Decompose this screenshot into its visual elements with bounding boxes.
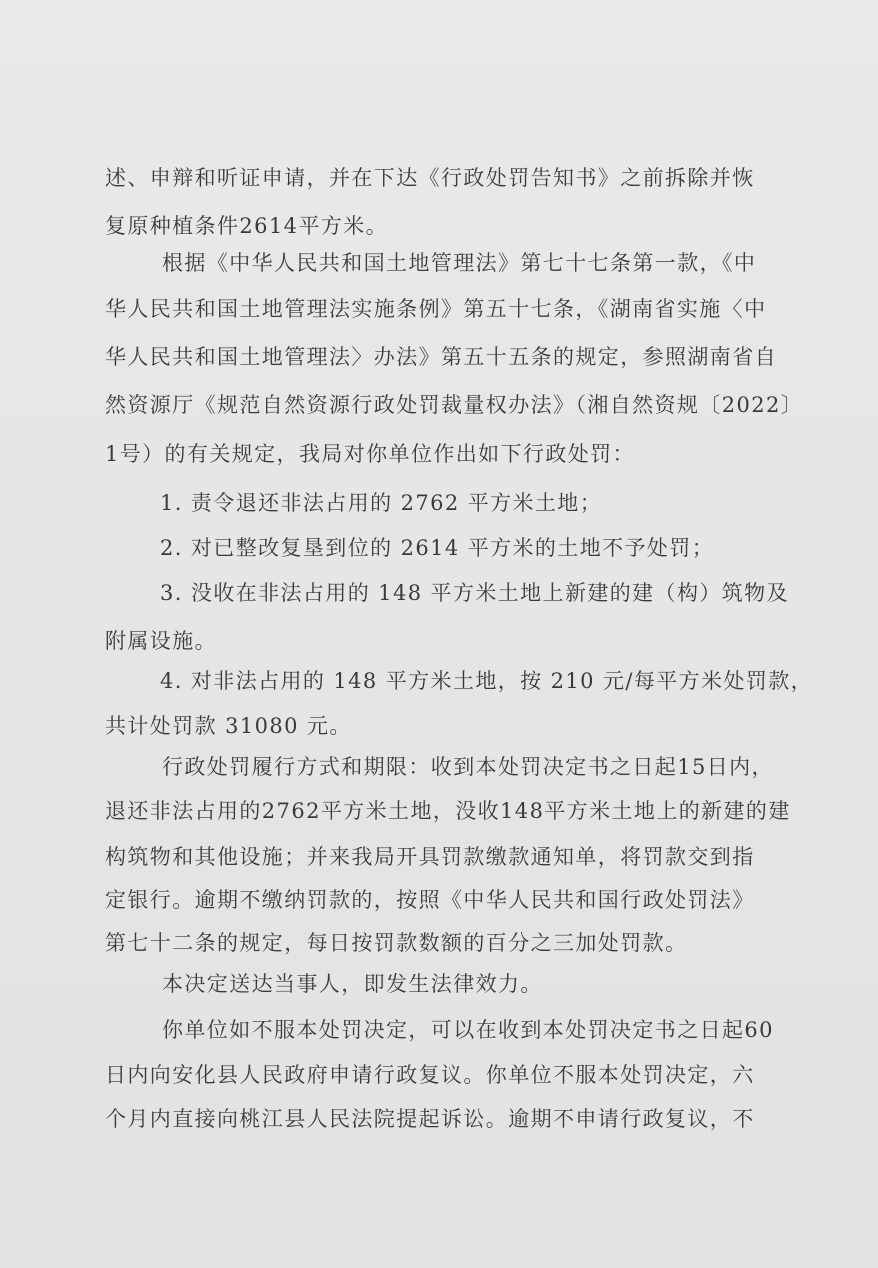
text-line: 1号）的有关规定，我局对你单位作出如下行政处罚： bbox=[105, 442, 635, 466]
text-line: 定银行。逾期不缴纳罚款的，按照《中华人民共和国行政处罚法》 bbox=[105, 888, 755, 912]
text-line: 附属设施。 bbox=[105, 629, 217, 653]
paragraph-start: 本决定送达当事人，即发生法律效力。 bbox=[162, 972, 543, 996]
text-line: 个月内直接向桃江县人民法院提起诉讼。逾期不申请行政复议，不 bbox=[105, 1107, 755, 1131]
text-line: 构筑物和其他设施；并来我局开具罚款缴款通知单，将罚款交到指 bbox=[105, 845, 755, 869]
text-line: 述、申辩和听证申请，并在下达《行政处罚告知书》之前拆除并恢 bbox=[105, 166, 755, 190]
text-line: 共计处罚款 31080 元。 bbox=[105, 714, 352, 738]
paragraph-start: 行政处罚履行方式和期限：收到本处罚决定书之日起15日内， bbox=[162, 755, 774, 779]
paragraph-start: 你单位如不服本处罚决定，可以在收到本处罚决定书之日起60 bbox=[162, 1018, 774, 1042]
paragraph-start: 根据《中华人民共和国土地管理法》第七十七条第一款，《中 bbox=[162, 251, 757, 275]
text-line: 然资源厅《规范自然资源行政处罚裁量权办法》（湘自然资规〔2022〕 bbox=[105, 393, 804, 417]
text-line: 日内向安化县人民政府申请行政复议。你单位不服本处罚决定，六 bbox=[105, 1063, 755, 1087]
text-line: 华人民共和国土地管理法〉办法》第五十五条的规定，参照湖南省自 bbox=[105, 345, 777, 369]
text-line: 华人民共和国土地管理法实施条例》第五十七条，《湖南省实施〈中 bbox=[105, 297, 767, 321]
text-line: 退还非法占用的2762平方米土地，没收148平方米土地上的新建的建 bbox=[105, 799, 791, 823]
text-line: 复原种植条件2614平方米。 bbox=[105, 214, 389, 238]
list-item: 4. 对非法占用的 148 平方米土地，按 210 元/每平方米处罚款， bbox=[160, 669, 814, 693]
text-line: 第七十二条的规定，每日按罚款数额的百分之三加处罚款。 bbox=[105, 931, 688, 955]
list-item: 1. 责令退还非法占用的 2762 平方米土地； bbox=[160, 491, 603, 515]
list-item: 3. 没收在非法占用的 148 平方米土地上新建的建（构）筑物及 bbox=[160, 581, 789, 605]
list-item: 2. 对已整改复垦到位的 2614 平方米的土地不予处罚； bbox=[160, 536, 715, 560]
